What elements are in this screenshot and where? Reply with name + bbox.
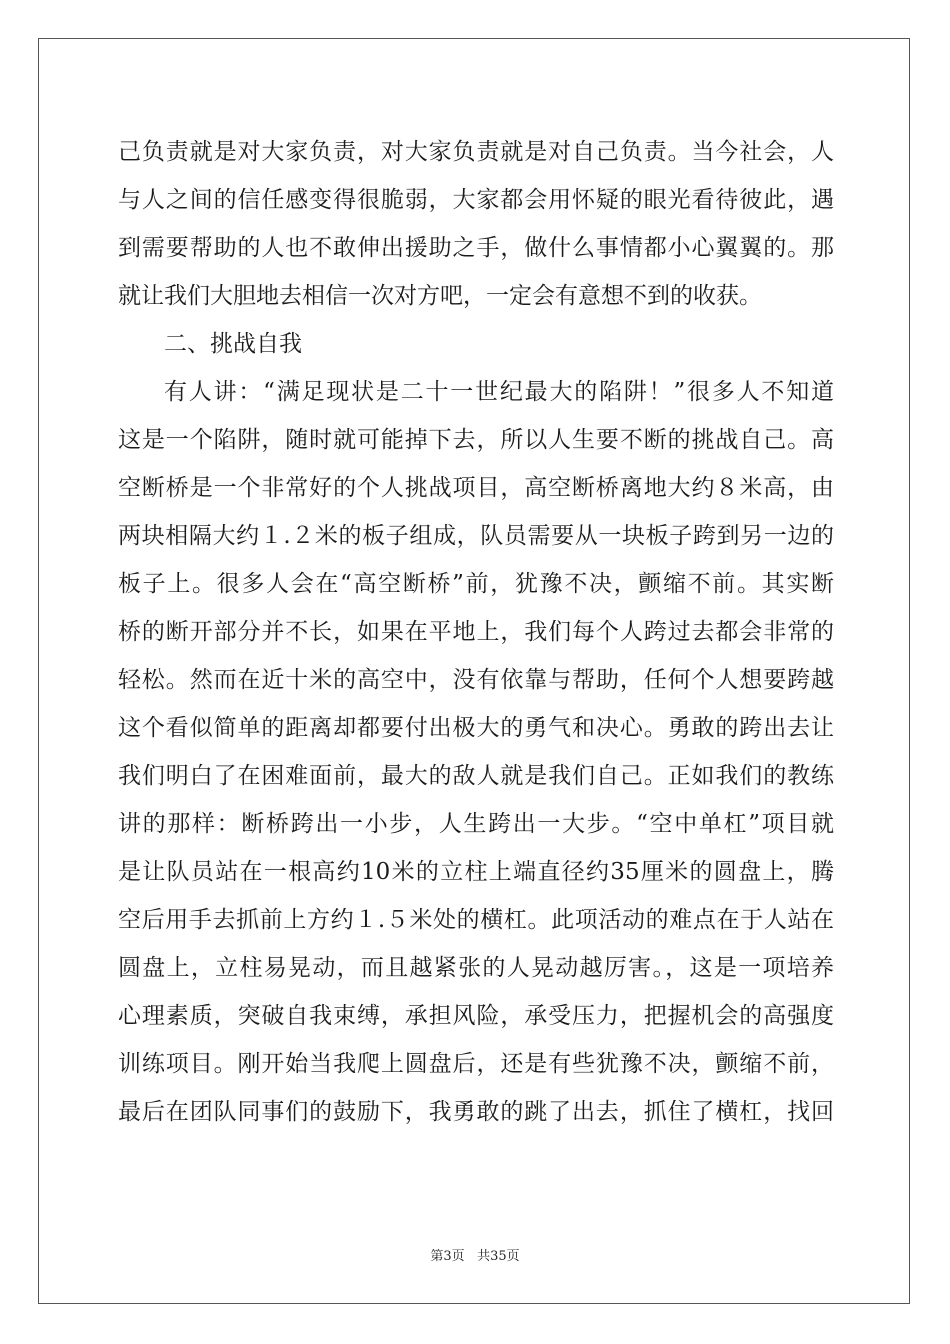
text-line: 圆盘上，立柱易晃动，而且越紧张的人晃动越厉害。，这是一项培养 [118,955,834,981]
text-line: 训练项目。刚开始当我爬上圆盘后，还是有些犹豫不决，颤缩不前， [118,1051,834,1077]
text-line: 最后在团队同事们的鼓励下，我勇敢的跳了出去，抓住了横杠，找回 [118,1099,834,1125]
text-line: 到需要帮助的人也不敢伸出援助之手，做什么事情都小心翼翼的。那 [118,235,834,261]
text-line: 两块相隔大约１.２米的板子组成，队员需要从一块板子跨到另一边的 [118,523,834,549]
page-number: 第3页 [430,1249,465,1264]
text-line: 我们明白了在困难面前，最大的敌人就是我们自己。正如我们的教练 [118,763,834,789]
text-line: 板子上。很多人会在“高空断桥”前，犹豫不决，颤缩不前。其实断 [118,571,834,597]
text-line: 讲的那样：断桥跨出一小步，人生跨出一大步。“空中单杠”项目就 [118,811,834,837]
text-line: 与人之间的信任感变得很脆弱，大家都会用怀疑的眼光看待彼此，遇 [118,187,834,213]
text-line: 己负责就是对大家负责，对大家负责就是对自己负责。当今社会，人 [118,139,834,165]
text-line: 心理素质，突破自我束缚，承担风险，承受压力，把握机会的高强度 [118,1003,834,1029]
text-line: 空后用手去抓前上方约１.５米处的横杠。此项活动的难点在于人站在 [118,907,834,933]
text-line: 这是一个陷阱，随时就可能掉下去，所以人生要不断的挑战自己。高 [118,427,834,453]
text-line: 就让我们大胆地去相信一次对方吧，一定会有意想不到的收获。 [118,283,762,309]
page-footer [0,1245,950,1264]
text-line: 桥的断开部分并不长，如果在平地上，我们每个人跨过去都会非常的 [118,619,834,645]
text-line: 是让队员站在一根高约10米的立柱上端直径约35厘米的圆盘上，腾 [118,859,834,885]
section-heading: 二、挑战自我 [164,331,302,357]
total-pages: 共35页 [477,1249,520,1264]
text-line: 这个看似简单的距离却都要付出极大的勇气和决心。勇敢的跨出去让 [118,715,834,741]
text-line: 轻松。然而在近十米的高空中，没有依靠与帮助，任何个人想要跨越 [118,667,834,693]
document-body [118,128,834,1136]
text-line: 空断桥是一个非常好的个人挑战项目，高空断桥离地大约８米高，由 [118,475,834,501]
text-line: 有人讲：“满足现状是二十一世纪最大的陷阱！”很多人不知道 [164,379,834,405]
